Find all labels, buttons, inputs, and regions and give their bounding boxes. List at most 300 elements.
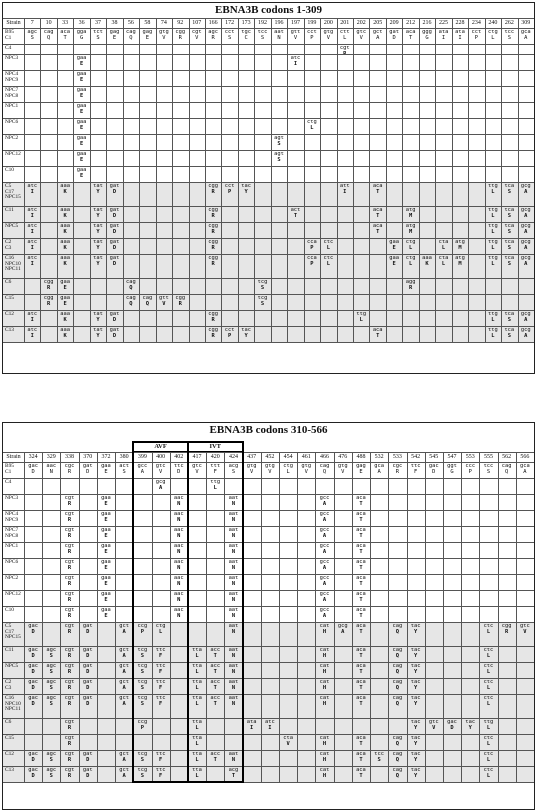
- column-divider: [139, 18, 140, 343]
- codon-header: 420: [210, 454, 220, 460]
- codon-header: 209: [389, 20, 399, 26]
- variant-codon: ccg P: [137, 624, 148, 635]
- variant-codon: ctc L: [483, 768, 494, 779]
- reference-codon: cag Q: [501, 464, 512, 475]
- variant-codon: gat D: [82, 752, 93, 763]
- variant-codon: tcg S: [137, 680, 148, 691]
- row-divider: [3, 166, 534, 167]
- reference-codon: gtc V: [356, 30, 367, 41]
- variant-codon: tca S: [504, 208, 515, 219]
- column-divider: [353, 18, 354, 343]
- variant-codon: ttg L: [487, 312, 498, 323]
- strain-label: C11: [5, 647, 14, 653]
- variant-codon: aca T: [356, 608, 366, 619]
- variant-codon: gat D: [109, 224, 120, 235]
- variant-codon: ttg L: [356, 312, 367, 323]
- reference-codon: cgc R: [64, 464, 75, 475]
- reference-codon: ccc P: [465, 464, 476, 475]
- variant-codon: aaa K: [60, 208, 70, 219]
- variant-codon: gat D: [82, 768, 93, 779]
- variant-codon: aca T: [356, 752, 366, 763]
- variant-codon: cgt R: [64, 752, 75, 763]
- variant-codon: aat N: [228, 648, 239, 659]
- variant-codon: gaa E: [101, 544, 111, 555]
- codon-header: 399: [137, 454, 147, 460]
- strain-label: C2 C3: [5, 679, 12, 691]
- variant-codon: act T: [290, 208, 301, 219]
- variant-codon: aca T: [356, 576, 366, 587]
- strain-label: C16 NPC10 NPC11: [5, 695, 21, 713]
- reference-codon: gcc A: [137, 464, 148, 475]
- variant-codon: ctc L: [483, 752, 494, 763]
- codon-header: 10: [45, 20, 52, 26]
- row-divider: [3, 510, 534, 511]
- codon-header: 172: [225, 20, 235, 26]
- reference-codon: ctg L: [487, 30, 498, 41]
- codon-header: 380: [119, 454, 129, 460]
- variant-codon: gcc A: [319, 512, 330, 523]
- variant-codon: ttc F: [155, 696, 166, 707]
- reference-codon: cag Q: [319, 464, 330, 475]
- strain-label: C6: [5, 719, 12, 725]
- strain-label: NPC5: [5, 223, 19, 229]
- variant-codon: gat D: [109, 240, 120, 251]
- reference-codon: tcc S: [504, 30, 515, 41]
- column-divider: [221, 18, 222, 343]
- variant-codon: ata I: [246, 720, 257, 731]
- reference-codon: cct S: [224, 30, 235, 41]
- variant-codon: tac Y: [410, 720, 421, 731]
- codon-header: 542: [411, 454, 421, 460]
- reference-codon: gac D: [28, 464, 38, 475]
- variant-codon: gtc V: [520, 624, 530, 635]
- variant-codon: gaa E: [101, 496, 111, 507]
- reference-codon: gtg V: [323, 30, 334, 41]
- variant-codon: gac D: [28, 664, 38, 675]
- reference-codon: ata I: [438, 30, 449, 41]
- variant-codon: ctg L: [307, 120, 317, 131]
- row-shading: [3, 223, 534, 239]
- variant-codon: gct A: [119, 664, 130, 675]
- codon-header: 212: [406, 20, 416, 26]
- variant-codon: aat N: [228, 576, 239, 587]
- variant-codon: atc I: [27, 224, 38, 235]
- variant-codon: cgg R: [208, 224, 219, 235]
- variant-codon: cgg R: [208, 240, 219, 251]
- column-divider: [516, 452, 517, 783]
- variant-codon: ctc L: [483, 736, 494, 747]
- row-divider: [3, 342, 534, 343]
- variant-codon: cgt R: [64, 736, 75, 747]
- variant-codon: aat N: [228, 528, 239, 539]
- codon-header: 166: [208, 20, 218, 26]
- reference-codon: tcc S: [257, 30, 268, 41]
- variant-codon: aac N: [173, 512, 184, 523]
- strain-label: NPC6: [5, 559, 19, 565]
- variant-codon: cgt R: [64, 576, 75, 587]
- column-divider: [388, 452, 389, 783]
- variant-codon: gaa E: [101, 576, 111, 587]
- variant-codon: cgg R: [501, 624, 512, 635]
- column-divider: [24, 452, 25, 783]
- variant-codon: aca T: [356, 624, 366, 635]
- reference-codon: cct P: [471, 30, 482, 41]
- reference-codon: aca T: [405, 30, 416, 41]
- variant-codon: tcg S: [137, 664, 148, 675]
- strain-header: Strain: [6, 454, 21, 460]
- variant-codon: gat D: [82, 680, 93, 691]
- column-divider: [172, 18, 173, 343]
- variant-codon: ttg L: [487, 184, 498, 195]
- variant-codon: cta L: [438, 240, 449, 251]
- variant-codon: cgg R: [208, 208, 219, 219]
- variant-codon: acc T: [210, 752, 221, 763]
- variant-codon: gat D: [109, 184, 120, 195]
- strain-label: NPC4 NPC9: [5, 511, 19, 523]
- reference-codon: gtg V: [265, 464, 275, 475]
- variant-codon: cag Q: [392, 696, 403, 707]
- variant-codon: agt S: [274, 136, 284, 147]
- column-divider: [57, 18, 58, 343]
- variant-codon: tat Y: [93, 328, 103, 339]
- codon-header: 199: [307, 20, 317, 26]
- reference-codon: ttc D: [173, 464, 184, 475]
- variant-codon: ttg L: [487, 256, 498, 267]
- row-divider: [3, 118, 534, 119]
- codon-header: 173: [241, 20, 251, 26]
- variant-codon: aac N: [173, 496, 184, 507]
- variant-codon: tac Y: [410, 696, 421, 707]
- column-divider: [370, 452, 371, 783]
- codon-header: 205: [373, 20, 383, 26]
- variant-codon: atg M: [455, 256, 465, 267]
- reference-codon: gtg V: [301, 464, 312, 475]
- codon-header: 58: [144, 20, 151, 26]
- variant-codon: gcg A: [520, 328, 531, 339]
- variant-codon: agc S: [46, 696, 57, 707]
- variant-codon: cag Q: [142, 296, 153, 307]
- variant-codon: aat N: [228, 608, 239, 619]
- variant-codon: tac Y: [241, 184, 251, 195]
- reference-codon: gca A: [374, 464, 385, 475]
- variant-codon: gct A: [119, 752, 130, 763]
- variant-codon: gat D: [109, 328, 120, 339]
- variant-codon: cag Q: [392, 736, 403, 747]
- reference-codon: gtt V: [290, 30, 301, 41]
- variant-codon: aaa K: [60, 184, 70, 195]
- column-divider: [238, 18, 239, 343]
- variant-codon: gat D: [82, 664, 93, 675]
- variant-codon: tac Y: [241, 328, 251, 339]
- variant-codon: tcc S: [374, 752, 385, 763]
- variant-codon: acc T: [210, 648, 221, 659]
- variant-codon: agc S: [46, 680, 57, 691]
- codon-group-box: [132, 441, 189, 783]
- codon-header: 197: [290, 20, 300, 26]
- variant-codon: gat D: [109, 208, 120, 219]
- codon-header: 424: [228, 454, 238, 460]
- variant-codon: ctc L: [323, 256, 334, 267]
- variant-codon: gcc A: [319, 528, 330, 539]
- strain-label: C10: [5, 607, 14, 613]
- variant-codon: gac D: [28, 680, 38, 691]
- variant-codon: cct P: [224, 184, 235, 195]
- variant-codon: cgt R: [64, 664, 75, 675]
- variant-codon: cgg R: [43, 296, 54, 307]
- variant-codon: tcg S: [137, 648, 148, 659]
- variant-codon: ttc F: [155, 680, 166, 691]
- reference-codon: cct P: [307, 30, 317, 41]
- variant-codon: cca P: [307, 256, 317, 267]
- variant-codon: tac Y: [410, 768, 421, 779]
- codon-header: 201: [340, 20, 350, 26]
- variant-codon: agg R: [405, 280, 416, 291]
- variant-codon: atc I: [27, 312, 38, 323]
- variant-codon: cag Q: [126, 296, 136, 307]
- codon-header: 545: [429, 454, 439, 460]
- codon-header: 234: [471, 20, 481, 26]
- variant-codon: tac Y: [465, 720, 476, 731]
- codon-header: 196: [274, 20, 284, 26]
- strain-label: NPC2: [5, 135, 19, 141]
- variant-codon: aac N: [173, 544, 184, 555]
- variant-codon: acc T: [210, 680, 221, 691]
- variant-codon: tat Y: [93, 224, 103, 235]
- codon-header: 454: [283, 454, 293, 460]
- codon-header: 262: [504, 20, 514, 26]
- column-divider: [156, 18, 157, 343]
- reference-codon: ttt F: [210, 464, 221, 475]
- variant-codon: tcg S: [257, 280, 268, 291]
- divider: [3, 462, 534, 463]
- column-divider: [60, 452, 61, 783]
- variant-codon: gcc A: [319, 496, 330, 507]
- variant-codon: aaa K: [422, 256, 432, 267]
- variant-codon: gat D: [82, 696, 93, 707]
- codon-header: 488: [356, 454, 366, 460]
- divider: [3, 28, 534, 29]
- variant-codon: aac N: [173, 576, 184, 587]
- row-shading: [3, 327, 534, 343]
- variant-codon: agc S: [46, 752, 57, 763]
- variant-codon: cat H: [319, 768, 330, 779]
- codon-header: 202: [356, 20, 366, 26]
- variant-codon: aat N: [228, 512, 239, 523]
- variant-codon: ctc L: [483, 624, 494, 635]
- codon-header: 228: [455, 20, 465, 26]
- variant-codon: aca T: [372, 184, 383, 195]
- table-title: EBNA3B codons 310-566: [209, 424, 328, 436]
- variant-codon: gaa E: [76, 168, 87, 179]
- variant-codon: gcg A: [520, 184, 531, 195]
- variant-codon: tca S: [504, 184, 515, 195]
- variant-codon: gac D: [28, 624, 38, 635]
- codon-header: 36: [78, 20, 85, 26]
- variant-codon: gat D: [109, 256, 120, 267]
- strain-label: NPC5: [5, 663, 19, 669]
- divider: [133, 451, 188, 452]
- variant-codon: aca T: [356, 680, 366, 691]
- column-divider: [297, 452, 298, 783]
- strain-label: C11: [5, 207, 14, 213]
- variant-codon: cag Q: [392, 680, 403, 691]
- variant-codon: aac N: [173, 608, 184, 619]
- reference-codon: gca A: [520, 30, 531, 41]
- column-divider: [369, 18, 370, 343]
- reference-codon: gtc V: [192, 464, 202, 475]
- variant-codon: ctg L: [405, 240, 416, 251]
- codon-header: 329: [46, 454, 56, 460]
- variant-codon: agc S: [46, 648, 57, 659]
- variant-codon: atg M: [455, 240, 465, 251]
- variant-codon: gcc A: [319, 560, 330, 571]
- column-divider: [337, 18, 338, 343]
- strain-label: C12: [5, 311, 14, 317]
- column-divider: [468, 18, 469, 343]
- column-divider: [123, 18, 124, 343]
- variant-codon: gaa E: [76, 56, 87, 67]
- row-divider: [3, 54, 534, 55]
- variant-codon: atc I: [27, 240, 38, 251]
- group-label: IVT: [209, 443, 222, 450]
- variant-codon: gac D: [447, 720, 457, 731]
- reference-codon: ctg L: [283, 464, 293, 475]
- row-divider: [3, 102, 534, 103]
- variant-codon: cgg R: [208, 184, 219, 195]
- variant-codon: cgt R: [64, 496, 75, 507]
- codon-header: 532: [374, 454, 384, 460]
- codon-header: 437: [247, 454, 257, 460]
- variant-codon: tat Y: [93, 312, 103, 323]
- column-divider: [271, 18, 272, 343]
- reference-codon: aca T: [60, 30, 70, 41]
- reference-codon: gca A: [520, 464, 530, 475]
- variant-codon: ttc F: [155, 768, 166, 779]
- variant-codon: cag Q: [126, 280, 136, 291]
- codon-header: 562: [502, 454, 512, 460]
- codon-header: 533: [392, 454, 402, 460]
- strain-label: NPC7 NPC8: [5, 87, 19, 99]
- variant-codon: gct A: [119, 680, 130, 691]
- variant-codon: tca S: [504, 240, 515, 251]
- variant-codon: gcc A: [319, 608, 330, 619]
- strain-label: C15: [5, 735, 14, 741]
- variant-codon: cat H: [319, 696, 330, 707]
- variant-codon: cat H: [319, 664, 330, 675]
- variant-codon: tcg S: [137, 768, 148, 779]
- variant-codon: cgt R: [64, 696, 75, 707]
- column-divider: [407, 452, 408, 783]
- codon-header: 92: [177, 20, 184, 26]
- row-shading: [3, 735, 534, 751]
- variant-codon: aca T: [356, 512, 366, 523]
- variant-codon: ttc F: [155, 664, 166, 675]
- variant-codon: tac Y: [410, 624, 421, 635]
- codon-header: 216: [422, 20, 432, 26]
- variant-codon: aca T: [372, 208, 383, 219]
- variant-codon: gaa E: [101, 592, 111, 603]
- variant-codon: gcg A: [155, 480, 166, 491]
- reference-codon: aat N: [274, 30, 284, 41]
- strain-label: C13: [5, 327, 14, 333]
- strain-label: C15: [5, 295, 14, 301]
- variant-codon: cag Q: [392, 752, 403, 763]
- reference-codon: gag E: [356, 464, 366, 475]
- variant-codon: tac Y: [410, 648, 421, 659]
- codon-header: 200: [323, 20, 333, 26]
- strain-label: C12: [5, 751, 14, 757]
- column-divider: [279, 452, 280, 783]
- column-divider: [320, 18, 321, 343]
- column-divider: [452, 18, 453, 343]
- variant-codon: tcg S: [137, 696, 148, 707]
- variant-codon: cta V: [283, 736, 293, 747]
- variant-codon: gcg A: [520, 312, 531, 323]
- column-divider: [97, 452, 98, 783]
- reference-codon: aac N: [46, 464, 57, 475]
- variant-codon: tac Y: [410, 664, 421, 675]
- reference-codon: act S: [119, 464, 130, 475]
- variant-codon: gat D: [109, 312, 120, 323]
- variant-codon: aat N: [228, 664, 239, 675]
- variant-codon: gat D: [82, 624, 93, 635]
- row-divider: [3, 478, 534, 479]
- codon-header: 402: [174, 454, 184, 460]
- variant-codon: gcg A: [520, 208, 531, 219]
- variant-codon: aac N: [173, 560, 184, 571]
- variant-codon: ttg L: [210, 480, 221, 491]
- variant-codon: gaa E: [60, 280, 70, 291]
- codon-table-2: [2, 422, 535, 810]
- variant-codon: cca P: [307, 240, 317, 251]
- variant-codon: atc I: [27, 256, 38, 267]
- variant-codon: aca T: [372, 328, 383, 339]
- variant-codon: aat N: [228, 560, 239, 571]
- variant-codon: agc S: [46, 664, 57, 675]
- variant-codon: aca T: [356, 592, 366, 603]
- row-divider: [3, 86, 534, 87]
- variant-codon: cta L: [438, 256, 449, 267]
- variant-codon: tta L: [192, 768, 202, 779]
- variant-codon: ctg L: [405, 256, 416, 267]
- variant-codon: aat N: [228, 752, 239, 763]
- variant-codon: tat Y: [93, 256, 103, 267]
- codon-header: 417: [192, 454, 202, 460]
- variant-codon: aca T: [356, 736, 366, 747]
- column-divider: [425, 452, 426, 783]
- variant-codon: cag Q: [392, 768, 403, 779]
- column-divider: [334, 452, 335, 783]
- reference-codon: cgg R: [175, 30, 186, 41]
- column-divider: [518, 18, 519, 343]
- reference-codon: ctt L: [339, 30, 350, 41]
- variant-codon: atg M: [405, 208, 416, 219]
- variant-codon: gaa E: [76, 152, 87, 163]
- row-divider: [3, 70, 534, 71]
- variant-codon: cgt R: [64, 512, 75, 523]
- variant-codon: gaa E: [60, 296, 70, 307]
- variant-codon: atg M: [405, 224, 416, 235]
- variant-codon: tat Y: [93, 184, 103, 195]
- row-shading: [3, 183, 534, 207]
- strain-label: C16 NPC10 NPC11: [5, 255, 21, 273]
- reference-codon: gtg V: [337, 464, 348, 475]
- column-divider: [40, 18, 41, 343]
- strain-label: NPC6: [5, 119, 19, 125]
- variant-codon: gct A: [119, 696, 130, 707]
- table-title: EBNA3B codons 1-309: [215, 4, 322, 16]
- variant-codon: aat N: [228, 624, 239, 635]
